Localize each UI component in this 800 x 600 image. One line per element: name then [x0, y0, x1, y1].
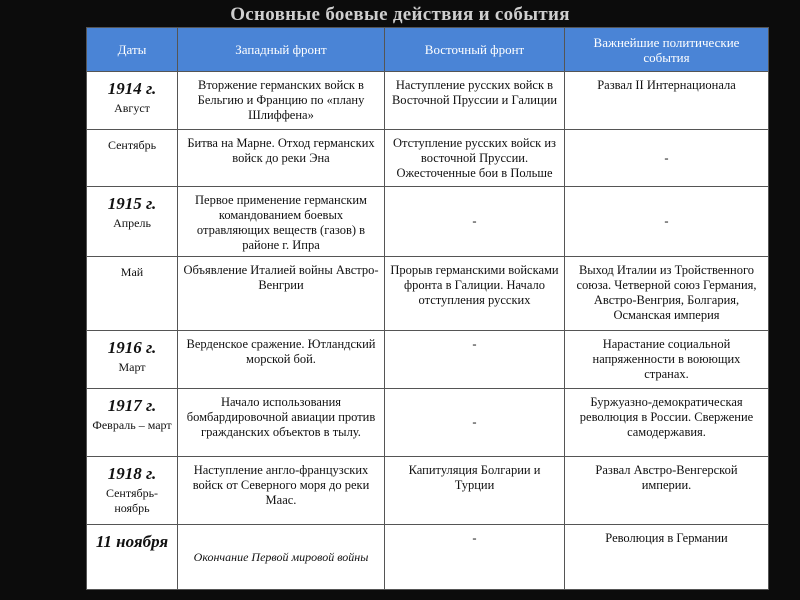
eastern-front-cell: - — [385, 331, 565, 389]
month-label: Сентябрь — [107, 138, 157, 152]
table-row — [87, 389, 769, 457]
political-events-cell: Нарастание социальной напряженности в воюющих странах. — [565, 331, 769, 389]
political-events-cell: Развал Австро-Венгерской империи. — [565, 457, 769, 525]
date-label: 11 ноября — [95, 532, 169, 551]
table-row — [87, 331, 769, 389]
year-label: 1916 г. — [107, 338, 157, 357]
page-title: Основные боевые действия и события — [230, 4, 570, 25]
month-label: Август — [114, 101, 150, 115]
date-cell — [87, 331, 178, 389]
western-front-cell: Объявление Италией войны Австро-Венгрии — [178, 257, 385, 331]
table-row — [87, 187, 769, 257]
table-row — [87, 525, 769, 590]
events-table — [86, 27, 768, 589]
western-front-cell: Первое применение германским командованием боевых отравляющих веществ (газов) в районе г. Ипра — [178, 187, 385, 257]
western-front-cell: Вторжение германских войск в Бельгию и Францию по «плану Шлиффена» — [178, 72, 385, 130]
table-row — [87, 257, 769, 331]
month-label: Сентябрь-ноябрь — [105, 486, 159, 515]
year-label: 1917 г. — [107, 396, 157, 415]
header-dates: Даты — [87, 28, 178, 72]
western-front-cell: Наступление англо-французских войск от Северного моря до реки Маас. — [178, 457, 385, 525]
eastern-front-cell: - — [385, 525, 565, 590]
western-front-cell: Начало использования бомбардировочной авиации против гражданских объектов в тылу. — [178, 389, 385, 457]
political-events-cell: - — [565, 187, 769, 257]
year-label: 1914 г. — [107, 79, 157, 98]
western-front-cell: Верденское сражение. Ютландский морской бой. — [178, 331, 385, 389]
eastern-front-cell: - — [385, 187, 565, 257]
eastern-front-cell: Наступление русских войск в Восточной Пруссии и Галиции — [385, 72, 565, 130]
header-western-front: Западный фронт — [178, 28, 385, 72]
political-events-cell: Революция в Германии — [565, 525, 769, 590]
month-label: Май — [120, 265, 144, 279]
political-events-cell: Развал II Интернационала — [565, 72, 769, 130]
political-events-cell: Буржуазно-демократическая революция в России. Свержение самодержавия. — [565, 389, 769, 457]
date-cell — [87, 72, 178, 130]
eastern-front-cell: - — [385, 389, 565, 457]
month-label: Февраль – март — [92, 418, 172, 432]
date-cell — [87, 257, 178, 331]
war-end-label: Окончание Первой мировой войны — [193, 549, 369, 564]
eastern-front-cell: Прорыв германскими войсками фронта в Галиции. Начало отступления русских — [385, 257, 565, 331]
month-label: Апрель — [113, 216, 151, 230]
table-row — [87, 457, 769, 525]
date-cell — [87, 130, 178, 187]
date-cell — [87, 525, 178, 590]
date-cell — [87, 389, 178, 457]
western-front-cell — [178, 525, 385, 590]
month-label: Март — [118, 360, 146, 374]
table-row — [87, 72, 769, 130]
political-events-cell: Выход Италии из Тройственного союза. Четверной союз Германия, Австро-Венгрия, Болгария, Османская империя — [565, 257, 769, 331]
events-table-grid — [86, 27, 769, 590]
political-events-cell: - — [565, 130, 769, 187]
date-cell — [87, 187, 178, 257]
western-front-cell: Битва на Марне. Отход германских войск до реки Эна — [178, 130, 385, 187]
table-row — [87, 130, 769, 187]
header-political-events: Важнейшие политические события — [565, 28, 769, 72]
eastern-front-cell: Капитуляция Болгарии и Турции — [385, 457, 565, 525]
table-header-row — [87, 28, 769, 72]
date-cell — [87, 457, 178, 525]
header-eastern-front: Восточный фронт — [385, 28, 565, 72]
year-label: 1915 г. — [107, 194, 157, 213]
eastern-front-cell: Отступление русских войск из восточной Пруссии. Ожесточенные бои в Польше — [385, 130, 565, 187]
year-label: 1918 г. — [107, 464, 157, 483]
